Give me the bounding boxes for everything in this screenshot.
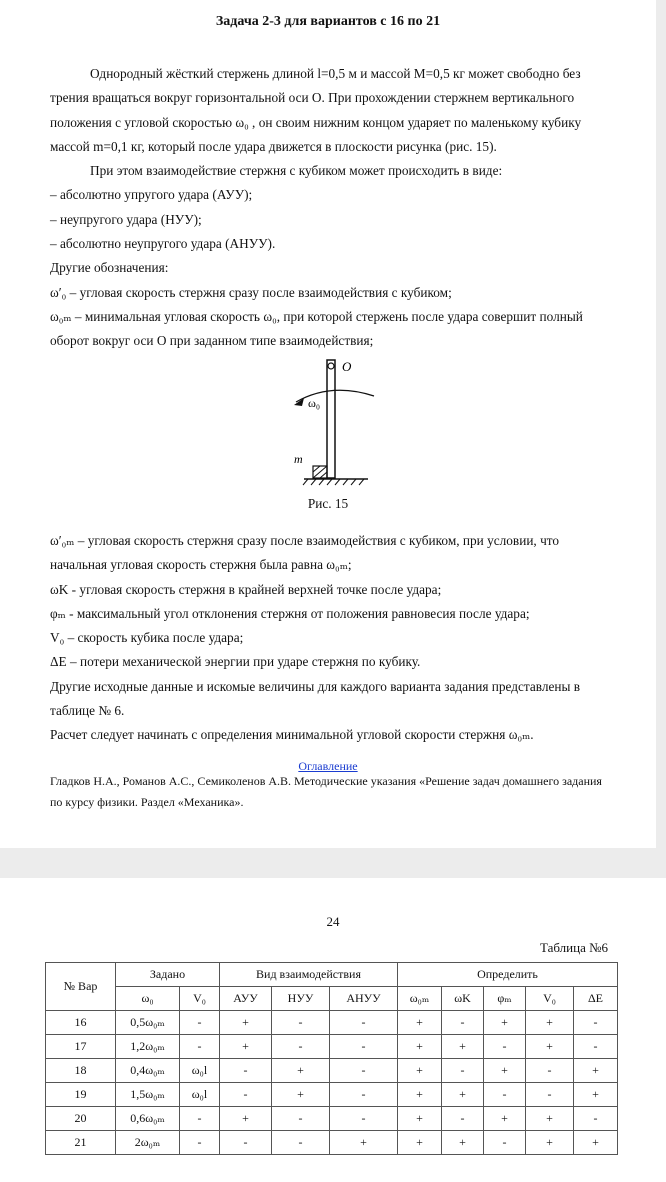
- toc-link[interactable]: Оглавление: [298, 759, 358, 773]
- page-2: [0, 878, 666, 1182]
- table-cell: ω₀l: [180, 1083, 220, 1107]
- table-cell: -: [574, 1107, 618, 1131]
- cube-hatch-1: [313, 466, 327, 478]
- subheader-cell: ωK: [442, 987, 484, 1011]
- table-cell: 18: [46, 1059, 116, 1083]
- table-cell: 17: [46, 1035, 116, 1059]
- label-O: O: [342, 359, 352, 374]
- table-cell: ω₀l: [180, 1059, 220, 1083]
- table-cell: -: [180, 1011, 220, 1035]
- page-title: Задача 2-3 для вариантов с 16 по 21: [215, 14, 441, 29]
- table-cell: 19: [46, 1083, 116, 1107]
- definition-omega-0m: ω₀ₘ – минимальная угловая скорость ω₀, при которой стержень после удара совершит полный оборот вокруг оси О при заданном типе взаимодействия;: [50, 308, 583, 349]
- definition-phi-m: φₘ - максимальный угол отклонения стержня от положения равновесия после удара;: [50, 605, 530, 621]
- paragraph-intro: Однородный жёсткий стержень длиной l=0,5 м и массой M=0,5 кг может свободно без трения вращаться вокруг горизонтальной оси О. При прохождении стержнем вертикального положения с угловой скоростью ω₀ , он своим нижним концом ударяет по маленькому кубику массой m=0,1 кг, который после удара движется в плоскости рисунка (рис. 15).: [50, 66, 582, 154]
- table-cell: -: [442, 1107, 484, 1131]
- table-cell: +: [574, 1131, 618, 1155]
- table-cell: -: [272, 1035, 330, 1059]
- variants-table: [45, 962, 618, 1155]
- definition-v0: V₀ – скорость кубика после удара;: [50, 630, 244, 646]
- header-variant: № Вар: [46, 963, 116, 1011]
- table-cell: +: [398, 1107, 442, 1131]
- table-cell: -: [180, 1035, 220, 1059]
- table-cell: -: [330, 1083, 398, 1107]
- subheader-cell: V₀: [180, 987, 220, 1011]
- table-cell: +: [398, 1131, 442, 1155]
- table-cell: +: [398, 1011, 442, 1035]
- paragraph-table-ref: Другие исходные данные и искомые величины для каждого варианта задания представлены в таблице № 6.: [50, 678, 581, 719]
- table-cell: -: [220, 1131, 272, 1155]
- table-cell: +: [220, 1107, 272, 1131]
- table-cell: -: [484, 1035, 526, 1059]
- table-cell: +: [574, 1059, 618, 1083]
- arrow-head: [294, 398, 304, 406]
- table-cell: +: [526, 1107, 574, 1131]
- table-cell: -: [442, 1011, 484, 1035]
- paragraph-interaction: При этом взаимодействие стержня с кубиком может происходить в виде:: [90, 163, 503, 179]
- table-cell: +: [330, 1131, 398, 1155]
- subheader-cell: АУУ: [220, 987, 272, 1011]
- label-m: m: [294, 452, 303, 466]
- ground-hatching: [303, 479, 364, 485]
- table-cell: +: [574, 1083, 618, 1107]
- table-row: [46, 1059, 618, 1083]
- table-cell: +: [526, 1035, 574, 1059]
- table-cell: +: [526, 1131, 574, 1155]
- table-cell: -: [574, 1011, 618, 1035]
- table-cell: +: [398, 1083, 442, 1107]
- table-cell: +: [398, 1035, 442, 1059]
- table-cell: -: [484, 1083, 526, 1107]
- subheader-cell: V₀: [526, 987, 574, 1011]
- table-cell: +: [526, 1011, 574, 1035]
- definition-omega-k: ωK - угловая скорость стержня в крайней верхней точке после удара;: [50, 581, 442, 597]
- table-row: [46, 1011, 618, 1035]
- table-cell: -: [484, 1131, 526, 1155]
- table-row: [46, 1131, 618, 1155]
- header-given: Задано: [116, 963, 220, 987]
- table-cell: -: [330, 1035, 398, 1059]
- table-cell: -: [272, 1011, 330, 1035]
- table-cell: +: [442, 1131, 484, 1155]
- list-item-auu: – абсолютно упругого удара (АУУ);: [50, 187, 253, 203]
- table-row: [46, 1035, 618, 1059]
- table-cell: 0,5ω₀ₘ: [116, 1011, 180, 1035]
- table-header-row: [46, 963, 618, 987]
- viewer-background-right: [656, 0, 666, 848]
- subheader-cell: ω₀ₘ: [398, 987, 442, 1011]
- table-cell: -: [220, 1059, 272, 1083]
- table-cell: 0,4ω₀ₘ: [116, 1059, 180, 1083]
- table-cell: +: [398, 1059, 442, 1083]
- subheader-cell: ω₀: [116, 987, 180, 1011]
- table-body: [46, 1011, 618, 1155]
- table-cell: +: [442, 1083, 484, 1107]
- label-omega0: ω₀: [308, 396, 321, 410]
- table-cell: 1,5ω₀ₘ: [116, 1083, 180, 1107]
- table-cell: 0,6ω₀ₘ: [116, 1107, 180, 1131]
- table-cell: +: [220, 1035, 272, 1059]
- list-item-nuu: – неупругого удара (НУУ);: [50, 211, 202, 227]
- cube-hatch-3: [320, 472, 327, 478]
- table-cell: 2ω₀ₘ: [116, 1131, 180, 1155]
- table-cell: -: [180, 1107, 220, 1131]
- table-cell: -: [526, 1083, 574, 1107]
- table-cell: +: [484, 1107, 526, 1131]
- definition-omega-prime-0m: ω′₀ₘ – угловая скорость стержня сразу после взаимодействия с кубиком, при условии, что начальная угловая скорость стержня была равна ω₀ₘ;: [50, 533, 560, 573]
- table-cell: 1,2ω₀ₘ: [116, 1035, 180, 1059]
- table-cell: -: [330, 1107, 398, 1131]
- definitions-text: [50, 529, 610, 748]
- table-subheader-row: [46, 987, 618, 1011]
- table-cell: -: [330, 1059, 398, 1083]
- subheader-cell: φₘ: [484, 987, 526, 1011]
- table-cell: -: [220, 1083, 272, 1107]
- other-notations-heading: Другие обозначения:: [50, 260, 169, 276]
- subheader-cell: НУУ: [272, 987, 330, 1011]
- table-cell: +: [220, 1011, 272, 1035]
- rod: [327, 360, 335, 478]
- table-cell: -: [180, 1131, 220, 1155]
- header-interaction-type: Вид взаимодействия: [220, 963, 398, 987]
- table-cell: 20: [46, 1107, 116, 1131]
- header-find: Определить: [398, 963, 618, 987]
- table-cell: +: [272, 1083, 330, 1107]
- table-cell: -: [330, 1011, 398, 1035]
- table-row: [46, 1083, 618, 1107]
- figure-caption: Рис. 15: [307, 496, 349, 511]
- axis-pivot: [328, 363, 334, 369]
- problem-text: [50, 62, 610, 354]
- table-cell: +: [272, 1059, 330, 1083]
- table-cell: 16: [46, 1011, 116, 1035]
- page-number: 24: [326, 914, 340, 929]
- subheader-cell: АНУУ: [330, 987, 398, 1011]
- table-cell: +: [442, 1035, 484, 1059]
- list-item-anuu: – абсолютно неупругого удара (АНУУ).: [50, 236, 276, 252]
- paragraph-start-note: Расчет следует начинать с определения минимальной угловой скорости стержня ω₀ₘ.: [50, 727, 534, 743]
- reference-text: Гладков Н.А., Романов А.С., Семиколенов А.В. Методические указания «Решение задач домашнего задания по курсу физики. Раздел «Механика».: [50, 774, 602, 809]
- figure-rod-diagram: [278, 354, 388, 514]
- table-cell: +: [484, 1011, 526, 1035]
- cube-hatch-2: [313, 466, 320, 472]
- table-cell: -: [574, 1035, 618, 1059]
- subheader-cell: ΔE: [574, 987, 618, 1011]
- table-cell: +: [484, 1059, 526, 1083]
- table-cell: -: [272, 1131, 330, 1155]
- table-cell: -: [442, 1059, 484, 1083]
- page-gap: [0, 848, 666, 878]
- table-cell: 21: [46, 1131, 116, 1155]
- table-caption: Таблица №6: [540, 940, 609, 955]
- table-cell: -: [526, 1059, 574, 1083]
- definition-omega-prime: ω′₀ – угловая скорость стержня сразу после взаимодействия с кубиком;: [50, 284, 452, 300]
- definition-delta-e: ΔE – потери механической энергии при ударе стержня по кубику.: [50, 654, 421, 670]
- table-row: [46, 1107, 618, 1131]
- table-cell: -: [272, 1107, 330, 1131]
